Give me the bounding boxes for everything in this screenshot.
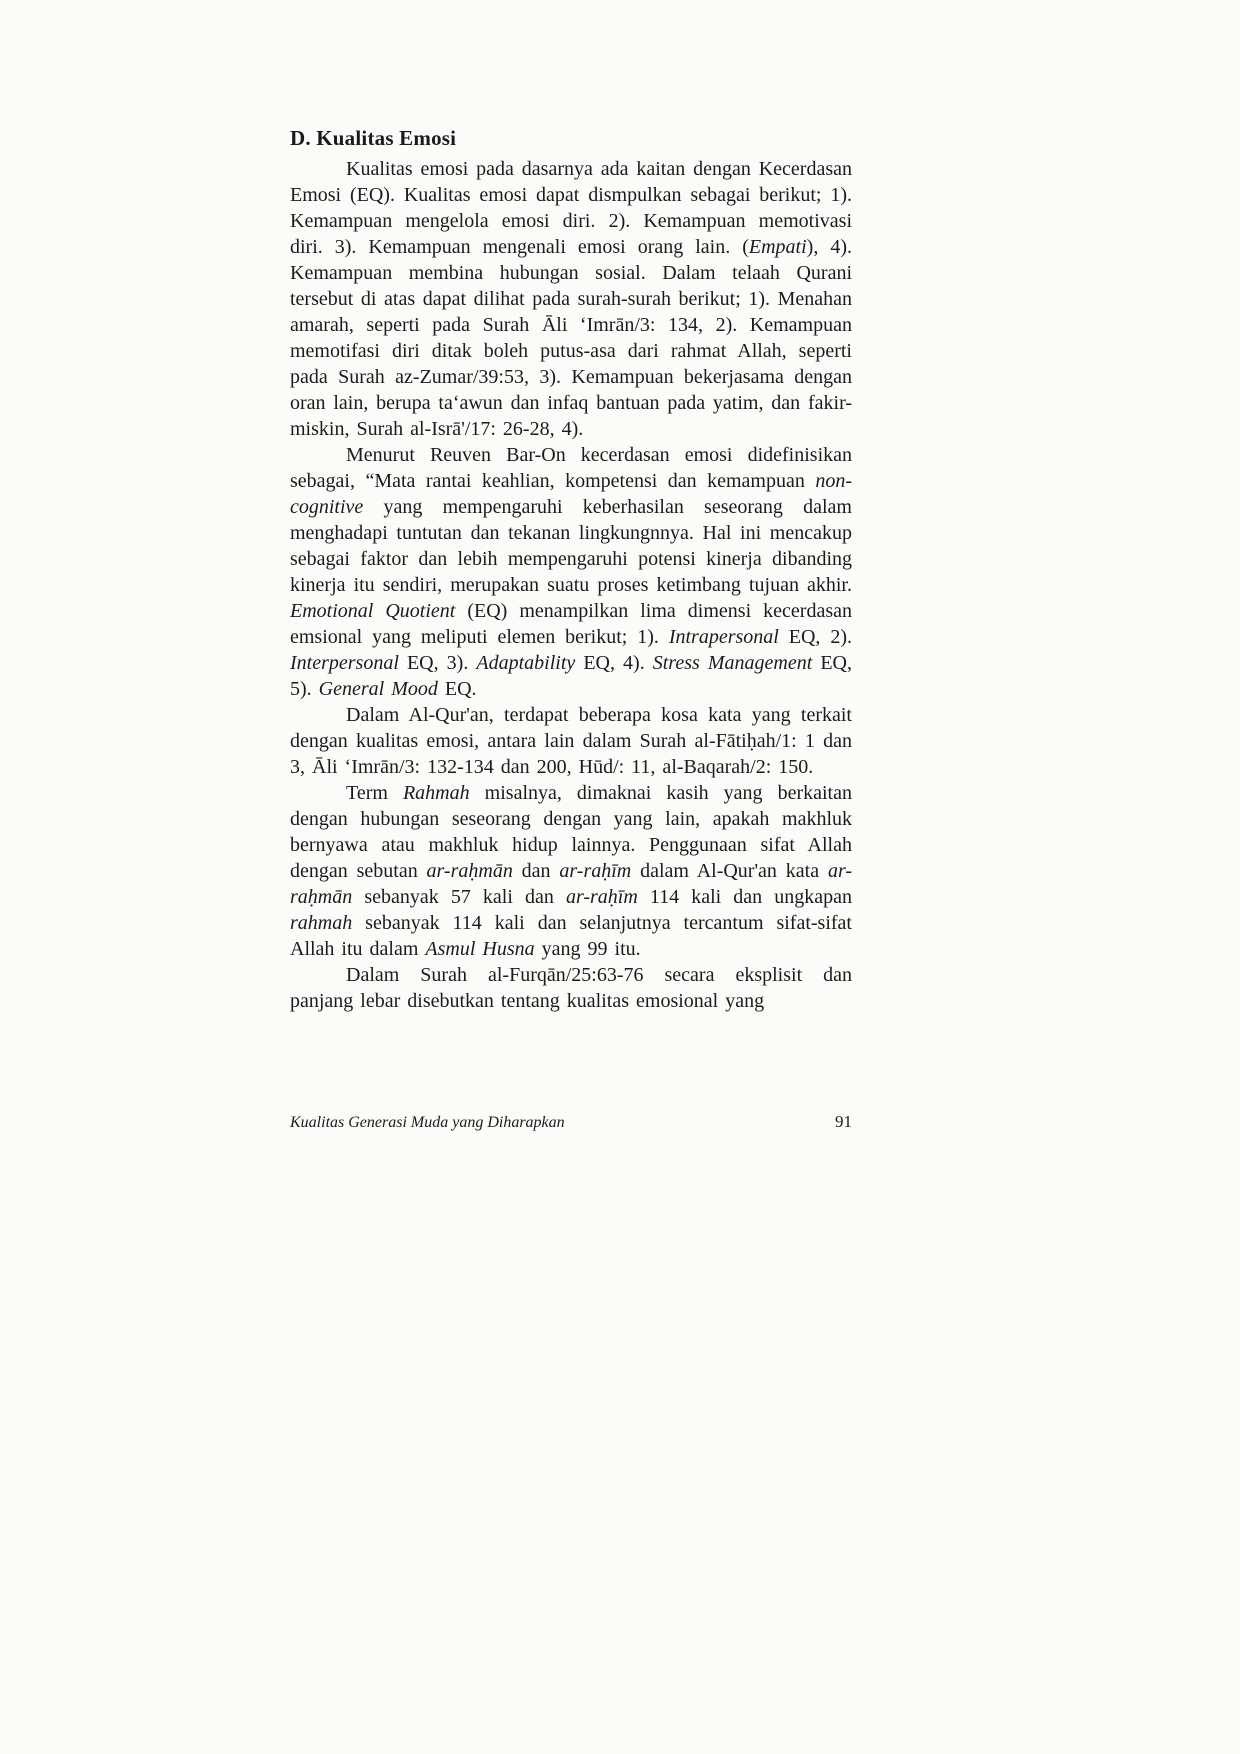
page-footer bbox=[290, 1112, 852, 1132]
body-paragraph-2: Menurut Reuven Bar-On kecerdasan emosi didefinisikan sebagai, “Mata rantai keahlian, kompetensi dan kemampuan non-cognitive yang mempengaruhi keberhasilan seseorang dalam menghadapi tuntutan dan tekanan lingkungnnya. Hal ini mencakup sebagai faktor dan lebih mempengaruhi potensi kinerja dibanding kinerja itu sendiri, merupakan suatu proses ketimbang tujuan akhir. Emotional Quotient (EQ) menampilkan lima dimensi kecerdasan emsional yang meliputi elemen berikut; 1). Intrapersonal EQ, 2). Interpersonal EQ, 3). Adaptability EQ, 4). Stress Management EQ, 5). General Mood EQ. bbox=[290, 444, 852, 700]
page-number: 91 bbox=[835, 1112, 852, 1131]
body-paragraph-1: Kualitas emosi pada dasarnya ada kaitan dengan Kecerdasan Emosi (EQ). Kualitas emosi dapat dismpulkan sebagai berikut; 1). Kemampuan mengelola emosi diri. 2). Kemampuan memotivasi diri. 3). Kemampuan mengenali emosi orang lain. (Empati), 4). Kemampuan membina hubungan sosial. Dalam telaah Qurani tersebut di atas dapat dilihat pada surah-surah berikut; 1). Menahan amarah, seperti pada Surah Āli ‘Imrān/3: 134, 2). Kemampuan memotifasi diri ditak boleh putus-asa dari rahmat Allah, seperti pada Surah az-Zumar/39:53, 3). Kemampuan bekerjasama dengan oran lain, berupa ta‘awun dan infaq bantuan pada yatim, dan fakir-miskin, Surah al-Isrā'/17: 26-28, 4). bbox=[290, 158, 852, 440]
running-title: Kualitas Generasi Muda yang Diharapkan bbox=[290, 1114, 565, 1131]
body-paragraph-3: Dalam Al-Qur'an, terdapat beberapa kosa kata yang terkait dengan kualitas emosi, antara lain dalam Surah al-Fātiḥah/1: 1 dan 3, Āli ‘Imrān/3: 132-134 dan 200, Hūd/: 11, al-Baqarah/2: 150. bbox=[290, 704, 852, 778]
section-heading: D. Kualitas Emosi bbox=[290, 126, 457, 150]
body-paragraph-4: Term Rahmah misalnya, dimaknai kasih yang berkaitan dengan hubungan seseorang dengan yang lain, apakah makhluk bernyawa atau makhluk hidup lainnya. Penggunaan sifat Allah dengan sebutan ar-raḥmān dan ar-raḥīm dalam Al-Qur'an kata ar-raḥmān sebanyak 57 kali dan ar-raḥīm 114 kali dan ungkapan rahmah sebanyak 114 kali dan selanjutnya tercantum sifat-sifat Allah itu dalam Asmul Husna yang 99 itu. bbox=[290, 782, 853, 960]
body-paragraph-5: Dalam Surah al-Furqān/25:63-76 secara eksplisit dan panjang lebar disebutkan tentang kualitas emosional yang bbox=[290, 964, 852, 1012]
page-body bbox=[290, 126, 852, 1014]
